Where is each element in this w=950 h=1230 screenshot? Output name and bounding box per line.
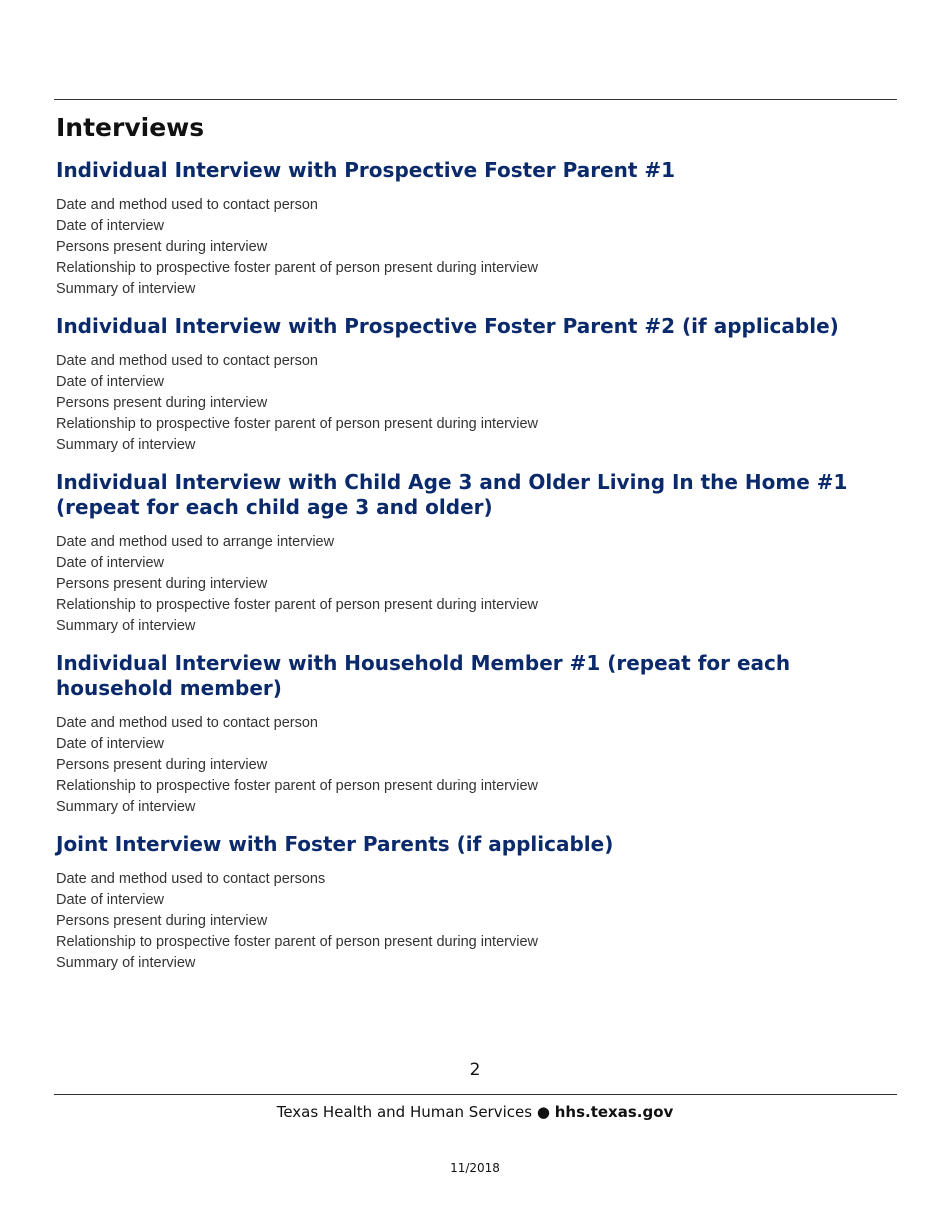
field-label: Date of interview [56, 892, 164, 908]
field-label: Persons present during interview [56, 395, 268, 411]
section-heading: Individual Interview with Prospective Foster Parent #1 [56, 158, 676, 182]
page-title: Interviews [56, 113, 205, 142]
field-label: Persons present during interview [56, 913, 268, 929]
footer-date: 11/2018 [450, 1161, 500, 1175]
section-household-member [56, 651, 876, 818]
field-label: Date and method used to contact persons [56, 871, 326, 887]
page-content [56, 112, 876, 988]
field-list [56, 532, 876, 637]
field-label: Date of interview [56, 218, 164, 234]
field-label: Summary of interview [56, 618, 196, 634]
section-foster-parent-2 [56, 314, 876, 456]
field-label: Relationship to prospective foster parent of person present during interview [56, 260, 538, 276]
section-heading: Joint Interview with Foster Parents (if applicable) [56, 832, 614, 856]
field-label: Summary of interview [56, 955, 196, 971]
field-label: Persons present during interview [56, 757, 268, 773]
field-label: Summary of interview [56, 799, 196, 815]
section-heading: Individual Interview with Child Age 3 and Older Living In the Home #1 (repeat for each child age 3 and older) [56, 470, 848, 519]
field-label: Date of interview [56, 374, 164, 390]
section-heading: Individual Interview with Household Member #1 (repeat for each household member) [56, 651, 791, 700]
footer [0, 1101, 950, 1123]
field-label: Date and method used to contact person [56, 197, 318, 213]
field-list [56, 713, 876, 818]
field-label: Summary of interview [56, 437, 196, 453]
field-label: Persons present during interview [56, 576, 268, 592]
field-label: Relationship to prospective foster parent of person present during interview [56, 597, 538, 613]
field-label: Relationship to prospective foster parent of person present during interview [56, 778, 538, 794]
section-child-interview [56, 470, 876, 637]
field-label: Date and method used to arrange interview [56, 534, 335, 550]
footer-org: Texas Health and Human Services [276, 1103, 533, 1121]
section-joint-interview [56, 832, 876, 974]
section-foster-parent-1 [56, 158, 876, 300]
section-heading: Individual Interview with Prospective Foster Parent #2 (if applicable) [56, 314, 839, 338]
header-rule [54, 99, 897, 100]
field-list [56, 869, 876, 974]
field-list [56, 195, 876, 300]
field-label: Persons present during interview [56, 239, 268, 255]
footer-rule [54, 1094, 897, 1095]
field-label: Relationship to prospective foster parent of person present during interview [56, 416, 538, 432]
bullet-separator: ● [536, 1103, 550, 1121]
field-list [56, 351, 876, 456]
field-label: Date of interview [56, 736, 164, 752]
field-label: Summary of interview [56, 281, 196, 297]
footer-site: hhs.texas.gov [554, 1103, 674, 1121]
field-label: Date and method used to contact person [56, 715, 318, 731]
field-label: Date and method used to contact person [56, 353, 318, 369]
field-label: Relationship to prospective foster parent of person present during interview [56, 934, 538, 950]
field-label: Date of interview [56, 555, 164, 571]
page-number: 2 [469, 1060, 481, 1080]
